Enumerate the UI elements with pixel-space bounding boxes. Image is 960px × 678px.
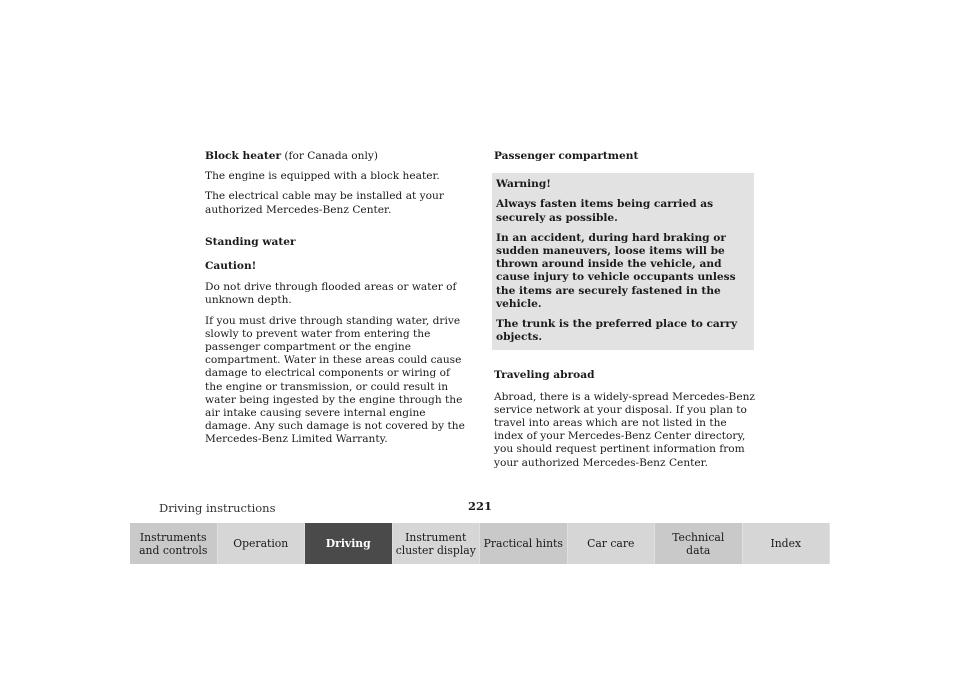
tab-index[interactable]: Index (743, 523, 831, 564)
passenger-compartment-heading: Passenger compartment (494, 150, 639, 162)
left-column (205, 150, 467, 454)
body-text: If you must drive through standing water, drive slowly to prevent water from entering the passenger compartment or the engine compartment. Water in these areas could cause damage to electrical components or wiring of the engine or transmission, or could result in water being ingested by the engine through the air intake causing severe internal engine damage. Any such damage is not covered by the Mercedes-Benz Limited Warranty. (205, 314, 465, 446)
chapter-nav-bar (130, 523, 830, 564)
warning-text: In an accident, during hard braking or sudden maneuvers, loose items will be thrown around inside the vehicle, and cause injury to vehicle occupants unless the items are securely fastened in the vehicle. (496, 231, 736, 310)
tab-practical-hints[interactable]: Practical hints (480, 523, 568, 564)
body-text: Do not drive through flooded areas or water of unknown depth. (205, 281, 457, 307)
section-title: Driving instructions (159, 501, 276, 515)
tab-instrument-cluster-display[interactable]: Instrument cluster display (393, 523, 481, 564)
block-heater-note: (for Canada only) (281, 150, 379, 162)
caution-heading: Caution! (205, 260, 257, 273)
warning-title: Warning! (496, 178, 551, 191)
tab-instruments-and-controls[interactable]: Instruments and controls (130, 523, 218, 564)
tab-driving[interactable]: Driving (305, 523, 393, 564)
warning-text: Always fasten items being carried as securely as possible. (496, 198, 714, 224)
tab-car-care[interactable]: Car care (568, 523, 656, 564)
traveling-abroad-heading: Traveling abroad (494, 369, 595, 382)
page-number: 221 (468, 499, 493, 513)
body-text: Abroad, there is a widely-spread Mercedes-Benz service network at your disposal. If you plan to travel into areas which are not listed in the index of your Mercedes-Benz Center directory, you should request pertinent information from your authorized Mercedes-Benz Center. (494, 390, 756, 469)
right-column (494, 150, 756, 477)
body-text: The electrical cable may be installed at your authorized Mercedes-Benz Center. (205, 190, 444, 216)
block-heater-heading: Block heater (205, 150, 282, 162)
warning-text: The trunk is the preferred place to carry objects. (496, 318, 738, 344)
body-text: The engine is equipped with a block heater. (205, 170, 440, 183)
standing-water-heading: Standing water (205, 235, 296, 248)
tab-operation[interactable]: Operation (218, 523, 306, 564)
block-heater-paragraph (205, 150, 467, 163)
tab-technical-data[interactable]: Technical data (655, 523, 743, 564)
warning-box (492, 173, 754, 350)
